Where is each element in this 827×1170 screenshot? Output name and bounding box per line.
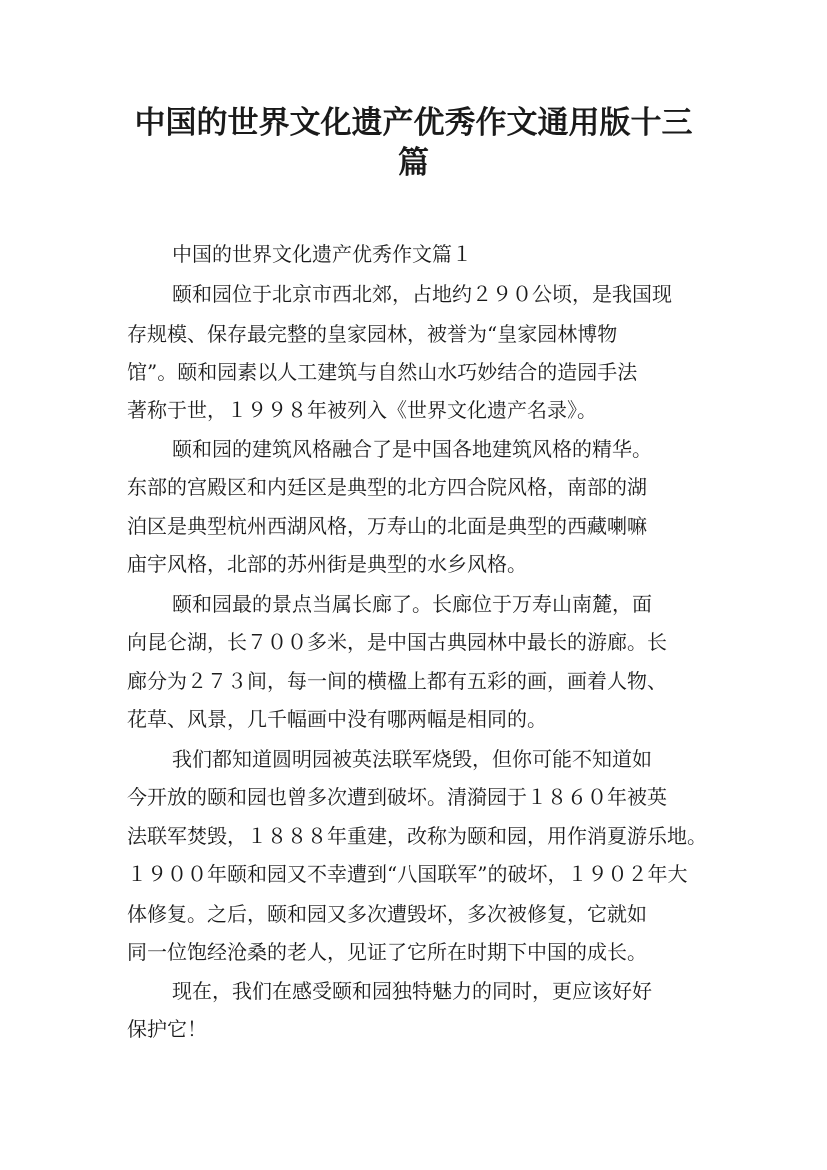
paragraph-4-line-6: 同一位饱经沧桑的老人，见证了它所在时期下中国的成长。 (127, 940, 647, 964)
paragraph-3-line-3: 廊分为２７３间，每一间的横楹上都有五彩的画，画着人物、 (127, 669, 667, 693)
paragraph-1-line-3: 馆”。颐和园素以人工建筑与自然山水巧妙结合的造园手法 (127, 360, 638, 384)
paragraph-3-line-1: 颐和园最的景点当属长廊了。长廊位于万寿山南麓，面 (172, 592, 652, 616)
paragraph-2-line-4: 庙宇风格，北部的苏州街是典型的水乡风格。 (127, 552, 527, 576)
paragraph-4-line-1: 我们都知道圆明园被英法联军烧毁，但你可能不知道如 (172, 747, 652, 771)
paragraph-4-line-3: 法联军焚毁，１８８８年重建，改称为颐和园，用作消夏游乐地。 (127, 824, 707, 848)
paragraph-4-line-5: 体修复。之后，颐和园又多次遭毁坏，多次被修复，它就如 (127, 902, 647, 926)
paragraph-2-line-3: 泊区是典型杭州西湖风格，万寿山的北面是典型的西藏喇嘛 (127, 514, 647, 538)
paragraph-5-line-1: 现在，我们在感受颐和园独特魅力的同时，更应该好好 (172, 979, 652, 1003)
paragraph-3-line-2: 向昆仑湖，长７００多米，是中国古典园林中最长的游廊。长 (127, 630, 667, 654)
paragraph-4-line-4: １９００年颐和园又不幸遭到“八国联军”的破坏，１９０２年大 (127, 862, 688, 886)
paragraph-3-line-4: 花草、风景，几千幅画中没有哪两幅是相同的。 (127, 707, 547, 731)
paragraph-2-line-2: 东部的宫殿区和内廷区是典型的北方四合院风格，南部的湖 (127, 475, 647, 499)
paragraph-1-line-4: 著称于世，１９９８年被列入《世界文化遗产名录》。 (127, 398, 597, 422)
document-title-line-1: 中国的世界文化遗产优秀作文通用版十三 (134, 105, 693, 141)
paragraph-1-line-2: 存规模、保存最完整的皇家园林，被誉为“皇家园林博物 (127, 322, 618, 346)
essay-heading: 中国的世界文化遗产优秀作文篇１ (172, 242, 472, 266)
paragraph-4-line-2: 今开放的颐和园也曾多次遭到破坏。清漪园于１８６０年被英 (127, 785, 667, 809)
paragraph-2-line-1: 颐和园的建筑风格融合了是中国各地建筑风格的精华。 (172, 437, 652, 461)
document-title-line-2: 篇 (398, 145, 429, 181)
paragraph-5-line-2: 保护它！ (127, 1017, 207, 1041)
paragraph-1-line-1: 颐和园位于北京市西北郊，占地约２９０公顷，是我国现 (172, 282, 672, 306)
